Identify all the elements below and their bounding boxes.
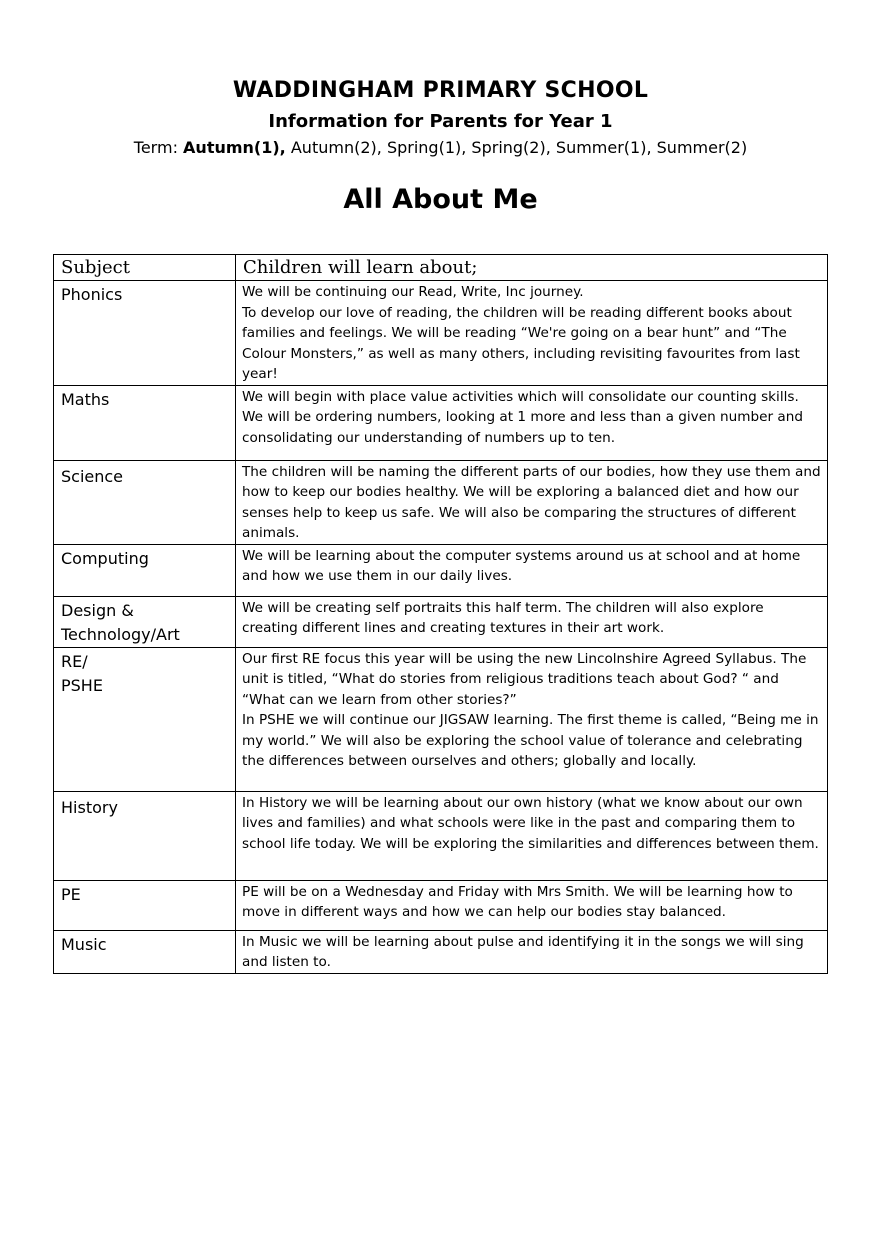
description-text: We will be creating self portraits this half term. The children will also explore creating different lines and creating textures in their art work. (242, 599, 764, 636)
description-cell (236, 281, 828, 386)
description-cell (236, 930, 828, 973)
table-row (54, 647, 828, 791)
header-learn-about: Children will learn about; (236, 255, 828, 281)
subject-cell (54, 596, 236, 647)
subject-name: Maths (61, 389, 110, 409)
term-spring-2: Spring(2), (471, 138, 551, 157)
subject-name: Science (61, 466, 124, 486)
subject-name: Music (61, 934, 107, 954)
description-text: The children will be naming the different parts of our bodies, how they use them and how to keep our bodies healthy. We will be exploring a balanced diet and how our senses help to keep us safe. We will also be comparing the structures of different animals. (242, 463, 821, 541)
description-text: PE will be on a Wednesday and Friday with Mrs Smith. We will be learning how to move in different ways and how we can help our bodies stay balanced. (242, 883, 793, 920)
table-header-row (54, 255, 828, 281)
term-spring-1: Spring(1), (386, 138, 467, 157)
subject-cell (54, 647, 236, 791)
description-text: We will begin with place value activities which will consolidate our counting skills. We will be ordering numbers, looking at 1 more and less than a given number and consolidating our understanding of numbers up to ten. (242, 388, 803, 446)
subject-cell (54, 544, 236, 596)
subject-name: Design & (61, 600, 134, 620)
description-text: Our first RE focus this year will be using the new Lincolnshire Agreed Syllabus. The unit is titled, “What do stories from religious traditions teach about God? “ and “What can we learn from other stories?” (242, 650, 807, 708)
subject-cell (54, 930, 236, 973)
table-row (54, 460, 828, 544)
term-autumn-2: Autumn(2), (290, 138, 382, 157)
subject-cell (54, 791, 236, 880)
curriculum-table (53, 254, 828, 974)
table-row (54, 596, 828, 647)
description-text: In History we will be learning about our own history (what we know about our own lives and families) and what schools were like in the past and comparing them to school life today. We will be exploring the similarities and differences between them. (242, 794, 819, 852)
term-autumn-1: Autumn(1), (183, 138, 286, 157)
subject-name: PE (61, 884, 81, 904)
table-row (54, 281, 828, 386)
description-text: We will be continuing our Read, Write, Inc journey. (242, 284, 584, 300)
description-text: To develop our love of reading, the children will be reading different books about families and feelings. We will be reading “We're going on a bear hunt” and “The Colour Monsters,” as well as many others, including revisiting favourites from last year! (242, 304, 800, 382)
subject-cell (54, 880, 236, 930)
subject-name: Technology/Art (61, 624, 180, 644)
description-cell (236, 385, 828, 460)
description-cell (236, 544, 828, 596)
header-subject: Subject (54, 255, 236, 281)
description-cell (236, 880, 828, 930)
subject-cell (54, 385, 236, 460)
term-line (0, 138, 881, 157)
topic-title: All About Me (343, 184, 538, 215)
term-summer-2: Summer(2) (656, 138, 748, 157)
document-subtitle: Information for Parents for Year 1 (268, 111, 613, 132)
description-cell (236, 647, 828, 791)
school-name: WADDINGHAM PRIMARY SCHOOL (232, 78, 649, 103)
term-label: Term: (133, 138, 178, 157)
table-row (54, 544, 828, 596)
term-summer-1: Summer(1), (555, 138, 652, 157)
table-row (54, 791, 828, 880)
table-row (54, 385, 828, 460)
description-cell (236, 460, 828, 544)
description-text: In PSHE we will continue our JIGSAW learning. The first theme is called, “Being me in my world.” We will also be exploring the school value of tolerance and celebrating the differences between ourselves and others; globally and locally. (242, 712, 819, 769)
subject-cell (54, 460, 236, 544)
description-cell (236, 596, 828, 647)
subject-cell (54, 281, 236, 386)
table-row (54, 880, 828, 930)
description-text: In Music we will be learning about pulse and identifying it in the songs we will sing and listen to. (242, 933, 804, 970)
description-cell (236, 791, 828, 880)
subject-name: RE/ (61, 651, 88, 671)
subject-name: History (61, 797, 118, 817)
subject-name: Phonics (61, 285, 123, 304)
table-row (54, 930, 828, 973)
subject-name: Computing (61, 548, 149, 568)
subject-name: PSHE (61, 675, 103, 695)
description-text: We will be learning about the computer systems around us at school and at home and how we use them in our daily lives. (242, 547, 801, 584)
